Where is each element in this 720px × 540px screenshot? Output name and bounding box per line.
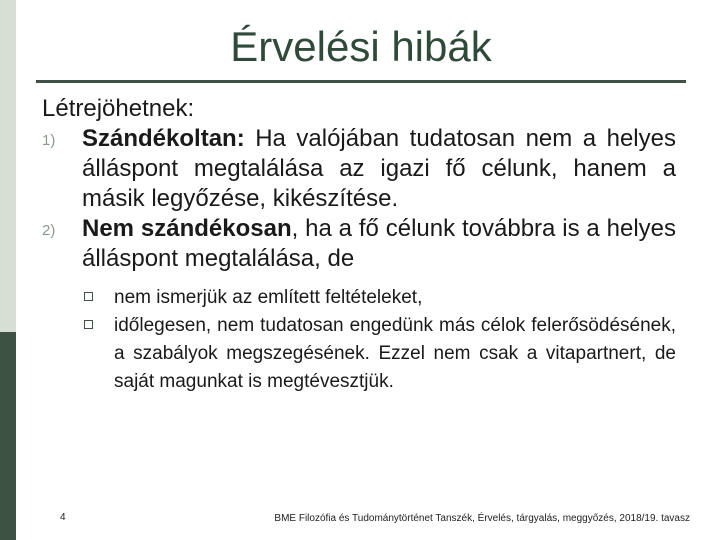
slide-title: Érvelési hibák [230,23,492,70]
sub-bullet-list [42,284,676,396]
numbered-item-1 [42,124,676,214]
item-number: 1) [42,132,56,149]
checkbox-bullet-icon [84,320,93,329]
sub-bullet-text: nem ismerjük az említett feltételeket, [114,287,423,308]
item-text: Ha valójában tudatosan nem a helyes álláspont megtalálása az igazi fő célunk, hanem a másik legyőzése, kikészítése. [82,125,676,212]
checkbox-bullet-icon [84,292,93,301]
sub-bullet-text: időlegesen, nem tudatosan engedünk más célok felerősödésének, a szabályok megszegésének. Ezzel nem csak a vitapartnert, de saját magunkat is megtévesztjük. [114,315,676,392]
slide-content [42,94,676,396]
side-decoration-light [0,0,16,332]
intro-text: Létrejöhetnek: [42,95,195,122]
sub-bullet-item [82,284,676,312]
side-decoration-dark [0,332,16,540]
footer-text: BME Filozófia és Tudománytörténet Tanszék, Érvelés, tárgyalás, meggyőzés, 2018/19. tavasz [274,513,690,524]
item-bold-label: Nem szándékosan [82,215,292,242]
page-number: 4 [60,512,66,523]
item-bold-label: Szándékoltan: [82,125,245,152]
item-number: 2) [42,222,56,239]
numbered-item-2 [42,214,676,274]
sub-bullet-item [82,312,676,396]
item-text: , ha a fő célunk továbbra is a helyes álláspont megtalálása, de [82,215,676,272]
title-divider [36,80,686,83]
